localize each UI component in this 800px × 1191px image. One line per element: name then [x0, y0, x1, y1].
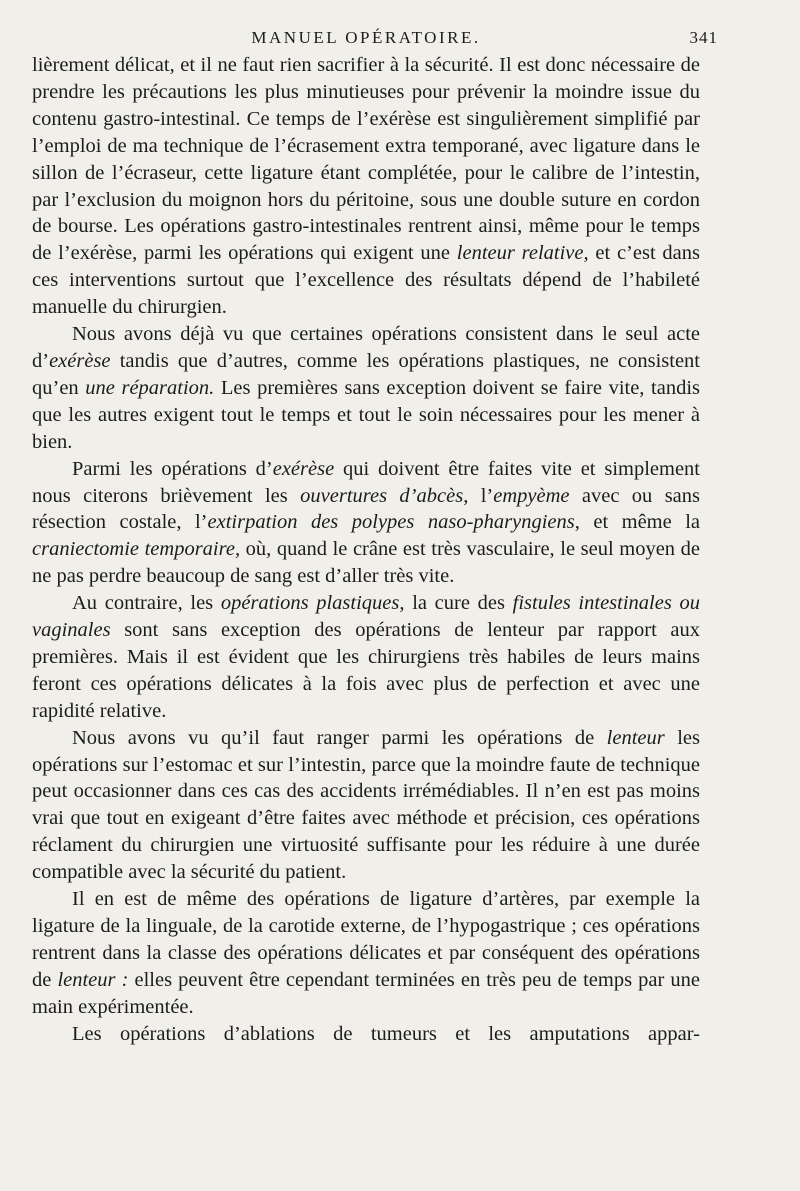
text-run: , la cure des: [399, 592, 513, 615]
paragraph: [32, 456, 700, 591]
italic-text-run: exérèse: [272, 457, 335, 480]
text-run: avec ou sans résection costale, l’: [32, 484, 700, 534]
italic-text-run: lenteur relative,: [456, 242, 589, 265]
body-text: [32, 52, 700, 1048]
italic-text-run: ouvertures d’abcès: [300, 484, 464, 507]
text-run: , et même la: [574, 511, 700, 534]
italic-text-run: extirpation des polypes naso-pharyngiens: [207, 511, 575, 534]
italic-text-run: exérèse: [49, 349, 111, 372]
text-run: elles peuvent être cependant terminées en très peu de temps par une main expérimentée.: [32, 968, 700, 1018]
text-run: Parmi les opérations d’: [72, 457, 273, 480]
italic-text-run: une réparation.: [85, 376, 215, 399]
italic-text-run: craniectomie temporaire,: [32, 538, 241, 561]
text-run: Les opérations d’ablations de tumeurs et les amputations appar-: [72, 1022, 700, 1045]
text-run: Au contraire, les: [72, 592, 221, 615]
text-run: sont sans exception des opérations de lenteur par rapport aux premières. Mais il est évident que les chirurgiens très habiles de leurs mains feront ces opérations délicates à la fois avec plus de perfection et avec une rapidité relative.: [32, 619, 700, 722]
italic-text-run: lenteur :: [57, 968, 129, 991]
paragraph: [32, 725, 700, 886]
italic-text-run: lenteur: [606, 726, 665, 749]
text-run: qui doivent être faites vite et simplement nous citerons brièvement les: [32, 457, 700, 507]
text-run: Nous avons vu qu’il faut ranger parmi les opérations de: [72, 726, 607, 749]
text-run: les opérations sur l’estomac et sur l’intestin, parce que la moindre faute de technique peut occasionner dans ces cas des accidents irrémédiables. Il n’en est pas moins vrai que tout en exigeant d’être faites avec méthode et précision, ces opérations réclament du chirurgien une virtuosité suffisante pour les réduire à une durée compatible avec la sécurité du patient.: [32, 726, 700, 884]
paragraph: [32, 886, 700, 1021]
text-run: Il en est de même des opérations de ligature d’artères, par exemple la ligature de la linguale, de la carotide externe, de l’hypogastrique ; ces opérations rentrent dans la classe des opérations délicates et par conséquent des opérations de: [32, 888, 700, 991]
paragraph: [32, 1021, 700, 1048]
text-run: , l’: [463, 484, 494, 507]
running-title: MANUEL OPÉRATOIRE.: [251, 28, 481, 47]
running-header: [32, 22, 718, 52]
paragraph: [32, 321, 700, 456]
text-run: Nous avons déjà vu que certaines opérations consistent dans le seul acte d’: [32, 323, 700, 372]
text-run: où, quand le crâne est très vasculaire, le seul moyen de ne pas perdre beaucoup de sang est d’aller très vite.: [32, 538, 700, 588]
document-page: [32, 22, 718, 1048]
text-run: tandis que d’autres, comme les opérations plastiques, ne consistent qu’en: [32, 349, 700, 399]
text-run: lièrement délicat, et il ne faut rien sacrifier à la sécurité. Il est donc nécessaire de prendre les précautions les plus minutieuses pour prévenir la moindre issue du contenu gastro-intestinal. Ce temps de l’exérèse est singulièrement simplifié par l’emploi de ma technique de l’écrasement extra temporané, avec ligature dans le sillon de l’écraseur, cette ligature étant complétée, pour le calibre de l’intestin, par l’exclusion du moignon hors du péritoine, sous une double suture en cordon de bourse. Les opérations gastro-intestinales rentrent ainsi, même pour le temps de l’exérèse, parmi les opérations qui exigent une: [32, 54, 700, 265]
paragraph: [32, 590, 700, 725]
text-run: et c’est dans ces interventions surtout que l’excellence des résultats dépend de l’habileté manuelle du chirurgien.: [32, 242, 701, 319]
italic-text-run: fistules intestinales ou vaginales: [32, 592, 700, 642]
page-number: 341: [689, 28, 718, 47]
italic-text-run: empyème: [493, 484, 570, 507]
text-run: Les premières sans exception doivent se faire vite, tandis que les autres exigent tout le temps et tout le soin nécessaires pour les mener à bien.: [32, 376, 700, 453]
italic-text-run: opérations plastiques: [220, 592, 400, 615]
paragraph: [32, 52, 700, 321]
